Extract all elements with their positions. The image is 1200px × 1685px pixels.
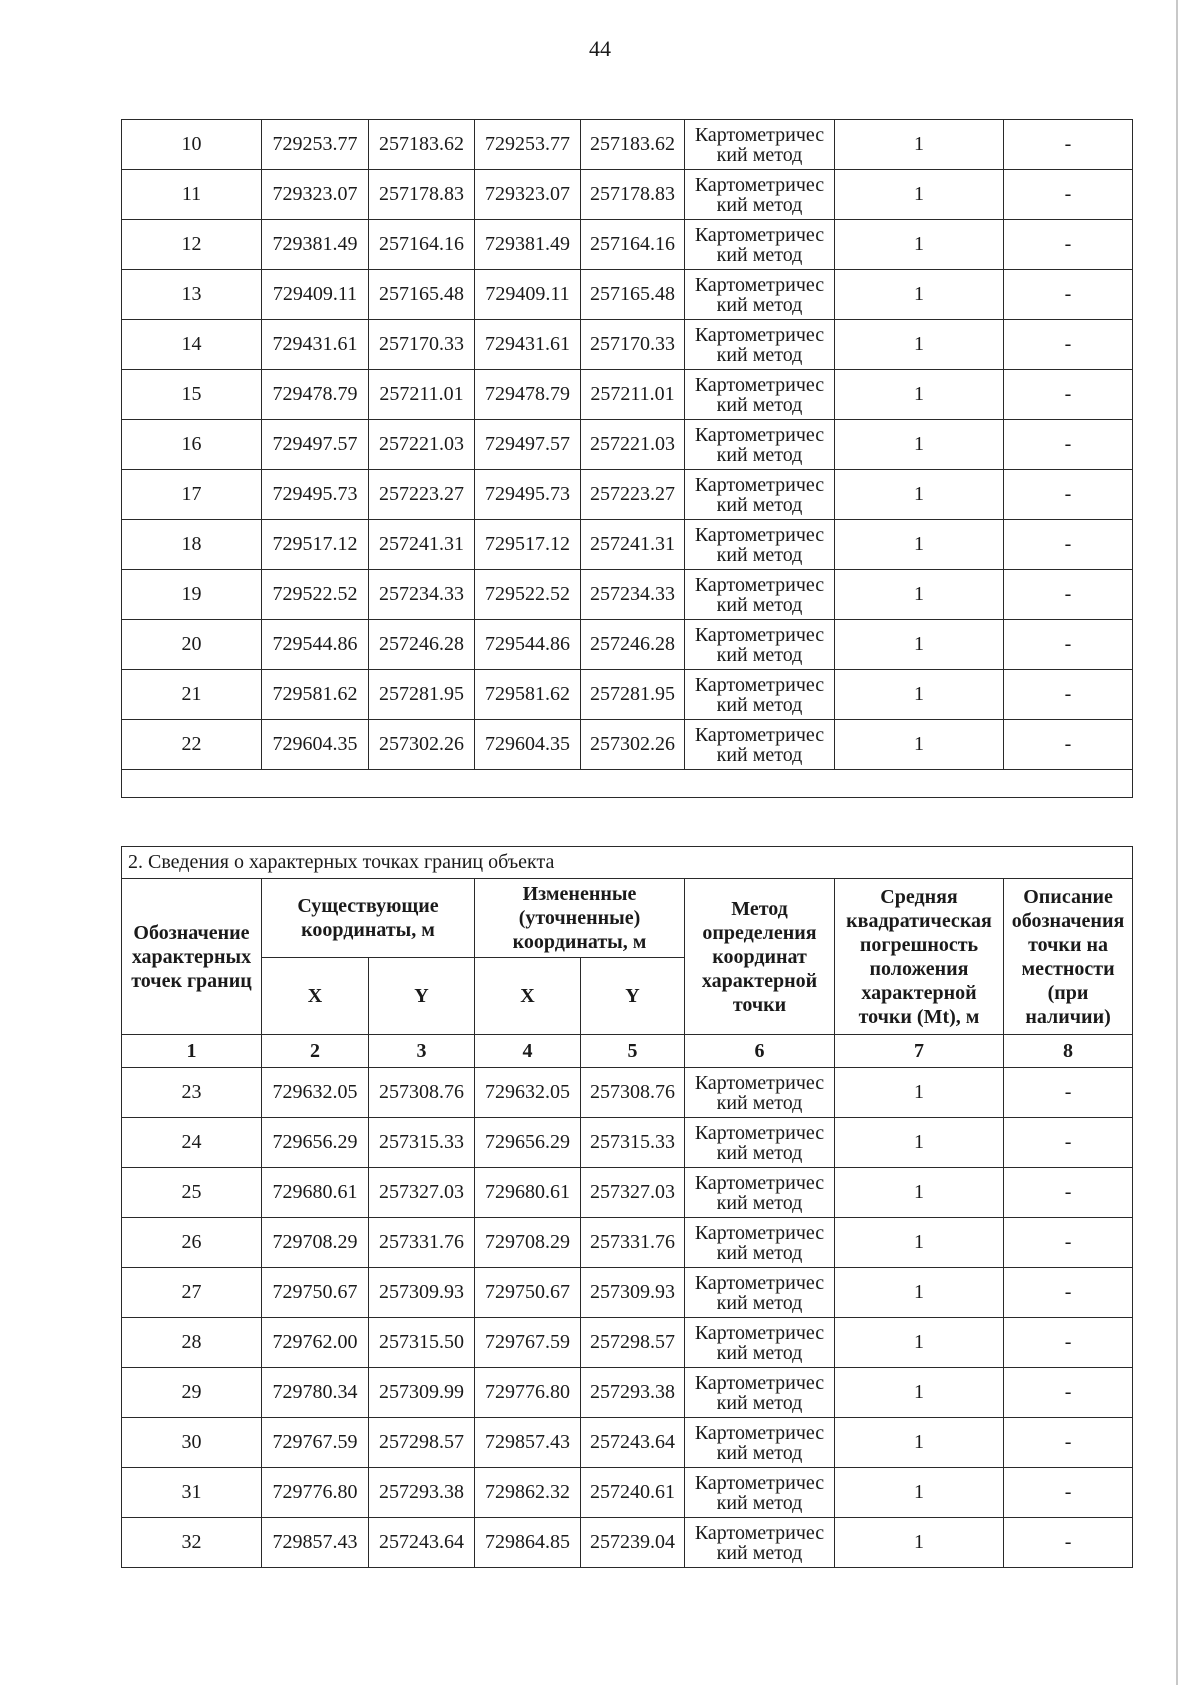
- description-cell: -: [1004, 520, 1133, 570]
- point-number-cell: 12: [122, 220, 262, 270]
- table-row: [122, 420, 1133, 470]
- existing-y-cell: 257165.48: [369, 270, 475, 320]
- error-cell: 1: [835, 1468, 1004, 1518]
- existing-y-cell: 257243.64: [369, 1518, 475, 1568]
- existing-x-cell: 729581.62: [262, 670, 369, 720]
- changed-x-cell: 729862.32: [475, 1468, 581, 1518]
- changed-y-cell: 257309.93: [581, 1268, 685, 1318]
- table-empty-row: [122, 770, 1133, 798]
- description-cell: -: [1004, 270, 1133, 320]
- description-cell: -: [1004, 220, 1133, 270]
- changed-x-cell: 729864.85: [475, 1518, 581, 1568]
- existing-x-cell: 729495.73: [262, 470, 369, 520]
- changed-y-cell: 257302.26: [581, 720, 685, 770]
- point-number-cell: 32: [122, 1518, 262, 1568]
- page-edge-shadow: [1176, 0, 1178, 1685]
- changed-y-cell: 257183.62: [581, 120, 685, 170]
- existing-y-cell: 257309.99: [369, 1368, 475, 1418]
- changed-x-cell: 729708.29: [475, 1218, 581, 1268]
- changed-y-cell: 257327.03: [581, 1168, 685, 1218]
- existing-y-cell: 257309.93: [369, 1268, 475, 1318]
- column-number: 7: [835, 1035, 1004, 1068]
- changed-x-cell: 729323.07: [475, 170, 581, 220]
- existing-x-cell: 729381.49: [262, 220, 369, 270]
- existing-y-cell: 257170.33: [369, 320, 475, 370]
- column-number-row: [122, 1035, 1133, 1068]
- existing-y-cell: 257331.76: [369, 1218, 475, 1268]
- existing-x-cell: 729632.05: [262, 1068, 369, 1118]
- method-text-line-2: кий метод: [716, 1491, 803, 1514]
- existing-x-cell: 729750.67: [262, 1268, 369, 1318]
- existing-x-cell: 729544.86: [262, 620, 369, 670]
- table-row: [122, 1318, 1133, 1368]
- error-cell: 1: [835, 470, 1004, 520]
- method-text-line-2: кий метод: [716, 343, 803, 366]
- method-text-line-1: Картометричес: [694, 573, 825, 596]
- changed-x-cell: 729381.49: [475, 220, 581, 270]
- error-cell: 1: [835, 670, 1004, 720]
- method-text-line-2: кий метод: [716, 443, 803, 466]
- changed-x-cell: 729522.52: [475, 570, 581, 620]
- method-cell: [685, 1118, 835, 1168]
- method-text-line-1: Картометричес: [694, 1321, 825, 1344]
- header-method: Метод определения координат характерной точки: [685, 879, 835, 1035]
- point-number-cell: 27: [122, 1268, 262, 1318]
- table-row: [122, 570, 1133, 620]
- error-cell: 1: [835, 1118, 1004, 1168]
- method-cell: [685, 220, 835, 270]
- existing-x-cell: 729323.07: [262, 170, 369, 220]
- point-number-cell: 20: [122, 620, 262, 670]
- changed-x-cell: 729431.61: [475, 320, 581, 370]
- description-cell: -: [1004, 1118, 1133, 1168]
- existing-x-cell: 729497.57: [262, 420, 369, 470]
- error-cell: 1: [835, 1368, 1004, 1418]
- changed-x-cell: 729776.80: [475, 1368, 581, 1418]
- existing-y-cell: 257221.03: [369, 420, 475, 470]
- existing-x-cell: 729517.12: [262, 520, 369, 570]
- method-cell: [685, 320, 835, 370]
- description-cell: -: [1004, 1418, 1133, 1468]
- error-cell: 1: [835, 220, 1004, 270]
- method-text-line-1: Картометричес: [694, 223, 825, 246]
- method-cell: [685, 1468, 835, 1518]
- description-cell: -: [1004, 370, 1133, 420]
- description-cell: -: [1004, 1518, 1133, 1568]
- changed-y-cell: 257243.64: [581, 1418, 685, 1468]
- method-text-line-1: Картометричес: [694, 323, 825, 346]
- point-number-cell: 11: [122, 170, 262, 220]
- method-text-line-1: Картометричес: [694, 1371, 825, 1394]
- error-cell: 1: [835, 270, 1004, 320]
- changed-x-cell: 729517.12: [475, 520, 581, 570]
- method-cell: [685, 1368, 835, 1418]
- existing-x-cell: 729522.52: [262, 570, 369, 620]
- method-text-line-1: Картометричес: [694, 1121, 825, 1144]
- method-text-line-1: Картометричес: [694, 723, 825, 746]
- changed-x-cell: 729497.57: [475, 420, 581, 470]
- column-number: 8: [1004, 1035, 1133, 1068]
- point-number-cell: 24: [122, 1118, 262, 1168]
- changed-x-cell: 729581.62: [475, 670, 581, 720]
- method-text-line-1: Картометричес: [694, 423, 825, 446]
- changed-y-cell: 257221.03: [581, 420, 685, 470]
- existing-x-cell: 729409.11: [262, 270, 369, 320]
- point-number-cell: 16: [122, 420, 262, 470]
- existing-y-cell: 257164.16: [369, 220, 475, 270]
- changed-y-cell: 257281.95: [581, 670, 685, 720]
- table-row: [122, 220, 1133, 270]
- existing-x-cell: 729478.79: [262, 370, 369, 420]
- header-error: Средняя квадратическая погрешность положения характерной точки (Mt), м: [835, 879, 1004, 1035]
- table-row: [122, 720, 1133, 770]
- changed-y-cell: 257331.76: [581, 1218, 685, 1268]
- method-text-line-2: кий метод: [716, 693, 803, 716]
- changed-x-cell: 729656.29: [475, 1118, 581, 1168]
- table-row: [122, 620, 1133, 670]
- header-changed-y: Y: [581, 958, 685, 1035]
- page-number: 44: [589, 36, 611, 61]
- changed-y-cell: 257165.48: [581, 270, 685, 320]
- point-number-cell: 19: [122, 570, 262, 620]
- changed-x-cell: 729544.86: [475, 620, 581, 670]
- method-cell: [685, 270, 835, 320]
- method-cell: [685, 1268, 835, 1318]
- existing-y-cell: 257234.33: [369, 570, 475, 620]
- header-changed-x: X: [475, 958, 581, 1035]
- error-cell: 1: [835, 120, 1004, 170]
- changed-y-cell: 257178.83: [581, 170, 685, 220]
- existing-y-cell: 257183.62: [369, 120, 475, 170]
- header-point-designation: Обозначение характерных точек границ: [122, 879, 262, 1035]
- method-text-line-1: Картометричес: [694, 1421, 825, 1444]
- method-cell: [685, 620, 835, 670]
- characteristic-points-table: [121, 846, 1133, 1568]
- method-text-line-1: Картометричес: [694, 1471, 825, 1494]
- changed-y-cell: 257234.33: [581, 570, 685, 620]
- table-row: [122, 520, 1133, 570]
- coordinates-table-continuation: [121, 119, 1133, 798]
- table-row: [122, 370, 1133, 420]
- method-cell: [685, 1318, 835, 1368]
- existing-y-cell: 257178.83: [369, 170, 475, 220]
- description-cell: -: [1004, 620, 1133, 670]
- error-cell: 1: [835, 720, 1004, 770]
- existing-y-cell: 257281.95: [369, 670, 475, 720]
- header-existing-y: Y: [369, 958, 475, 1035]
- method-cell: [685, 570, 835, 620]
- table-row: [122, 1118, 1133, 1168]
- point-number-cell: 25: [122, 1168, 262, 1218]
- method-cell: [685, 670, 835, 720]
- method-text-line-1: Картометричес: [694, 373, 825, 396]
- existing-y-cell: 257241.31: [369, 520, 475, 570]
- changed-y-cell: 257293.38: [581, 1368, 685, 1418]
- point-number-cell: 14: [122, 320, 262, 370]
- changed-y-cell: 257315.33: [581, 1118, 685, 1168]
- changed-y-cell: 257308.76: [581, 1068, 685, 1118]
- column-number: 5: [581, 1035, 685, 1068]
- changed-x-cell: 729750.67: [475, 1268, 581, 1318]
- method-text-line-1: Картометричес: [694, 1521, 825, 1544]
- description-cell: -: [1004, 670, 1133, 720]
- table-row: [122, 1518, 1133, 1568]
- table-row: [122, 120, 1133, 170]
- point-number-cell: 30: [122, 1418, 262, 1468]
- table-row: [122, 320, 1133, 370]
- error-cell: 1: [835, 1268, 1004, 1318]
- changed-x-cell: 729604.35: [475, 720, 581, 770]
- error-cell: 1: [835, 170, 1004, 220]
- existing-x-cell: 729776.80: [262, 1468, 369, 1518]
- point-number-cell: 21: [122, 670, 262, 720]
- table-body: [122, 1068, 1133, 1568]
- existing-y-cell: 257211.01: [369, 370, 475, 420]
- description-cell: -: [1004, 470, 1133, 520]
- existing-x-cell: 729857.43: [262, 1518, 369, 1568]
- table-row: [122, 1468, 1133, 1518]
- method-cell: [685, 420, 835, 470]
- description-cell: -: [1004, 1468, 1133, 1518]
- method-text-line-2: кий метод: [716, 643, 803, 666]
- method-text-line-2: кий метод: [716, 743, 803, 766]
- header-existing-coords: Существующие координаты, м: [262, 879, 475, 958]
- changed-x-cell: 729409.11: [475, 270, 581, 320]
- table-row: [122, 1218, 1133, 1268]
- existing-x-cell: 729762.00: [262, 1318, 369, 1368]
- table-row: [122, 1418, 1133, 1468]
- description-cell: -: [1004, 170, 1133, 220]
- method-text-line-2: кий метод: [716, 1241, 803, 1264]
- error-cell: 1: [835, 420, 1004, 470]
- description-cell: -: [1004, 320, 1133, 370]
- description-cell: -: [1004, 1318, 1133, 1368]
- column-number: 2: [262, 1035, 369, 1068]
- method-cell: [685, 1418, 835, 1468]
- error-cell: 1: [835, 1068, 1004, 1118]
- changed-x-cell: 729767.59: [475, 1318, 581, 1368]
- existing-y-cell: 257308.76: [369, 1068, 475, 1118]
- method-text-line-1: Картометричес: [694, 1271, 825, 1294]
- error-cell: 1: [835, 370, 1004, 420]
- table-row: [122, 1368, 1133, 1418]
- method-text-line-1: Картометричес: [694, 523, 825, 546]
- changed-y-cell: 257164.16: [581, 220, 685, 270]
- error-cell: 1: [835, 620, 1004, 670]
- point-number-cell: 22: [122, 720, 262, 770]
- table-row: [122, 170, 1133, 220]
- method-cell: [685, 720, 835, 770]
- error-cell: 1: [835, 570, 1004, 620]
- table-row: [122, 670, 1133, 720]
- changed-y-cell: 257223.27: [581, 470, 685, 520]
- changed-x-cell: 729495.73: [475, 470, 581, 520]
- method-text-line-2: кий метод: [716, 1191, 803, 1214]
- method-text-line-2: кий метод: [716, 1091, 803, 1114]
- existing-y-cell: 257246.28: [369, 620, 475, 670]
- changed-y-cell: 257246.28: [581, 620, 685, 670]
- point-number-cell: 15: [122, 370, 262, 420]
- changed-x-cell: 729857.43: [475, 1418, 581, 1468]
- existing-y-cell: 257327.03: [369, 1168, 475, 1218]
- description-cell: -: [1004, 1368, 1133, 1418]
- existing-x-cell: 729253.77: [262, 120, 369, 170]
- changed-x-cell: 729680.61: [475, 1168, 581, 1218]
- error-cell: 1: [835, 1518, 1004, 1568]
- changed-y-cell: 257239.04: [581, 1518, 685, 1568]
- method-cell: [685, 520, 835, 570]
- changed-y-cell: 257241.31: [581, 520, 685, 570]
- method-text-line-1: Картометричес: [694, 1071, 825, 1094]
- section-title: 2. Сведения о характерных точках границ объекта: [122, 847, 1133, 879]
- method-text-line-2: кий метод: [716, 1341, 803, 1364]
- method-text-line-1: Картометричес: [694, 1171, 825, 1194]
- column-number: 4: [475, 1035, 581, 1068]
- table-row: [122, 1168, 1133, 1218]
- changed-x-cell: 729478.79: [475, 370, 581, 420]
- description-cell: -: [1004, 1218, 1133, 1268]
- method-cell: [685, 120, 835, 170]
- method-text-line-2: кий метод: [716, 493, 803, 516]
- method-text-line-2: кий метод: [716, 1141, 803, 1164]
- method-cell: [685, 1518, 835, 1568]
- method-text-line-1: Картометричес: [694, 473, 825, 496]
- existing-x-cell: 729767.59: [262, 1418, 369, 1468]
- description-cell: -: [1004, 1168, 1133, 1218]
- method-cell: [685, 1068, 835, 1118]
- existing-x-cell: 729431.61: [262, 320, 369, 370]
- description-cell: -: [1004, 570, 1133, 620]
- point-number-cell: 13: [122, 270, 262, 320]
- method-cell: [685, 170, 835, 220]
- table-row: [122, 470, 1133, 520]
- changed-y-cell: 257298.57: [581, 1318, 685, 1368]
- method-text-line-1: Картометричес: [694, 273, 825, 296]
- table-row: [122, 1268, 1133, 1318]
- point-number-cell: 23: [122, 1068, 262, 1118]
- error-cell: 1: [835, 1168, 1004, 1218]
- method-text-line-2: кий метод: [716, 243, 803, 266]
- existing-x-cell: 729604.35: [262, 720, 369, 770]
- method-text-line-2: кий метод: [716, 293, 803, 316]
- method-text-line-2: кий метод: [716, 543, 803, 566]
- header-changed-coords: Измененные (уточненные) координаты, м: [475, 879, 685, 958]
- table-row: [122, 1068, 1133, 1118]
- point-number-cell: 29: [122, 1368, 262, 1418]
- changed-x-cell: 729632.05: [475, 1068, 581, 1118]
- error-cell: 1: [835, 1318, 1004, 1368]
- existing-y-cell: 257315.50: [369, 1318, 475, 1368]
- method-text-line-1: Картометричес: [694, 173, 825, 196]
- point-number-cell: 17: [122, 470, 262, 520]
- description-cell: -: [1004, 1068, 1133, 1118]
- error-cell: 1: [835, 1418, 1004, 1468]
- point-number-cell: 28: [122, 1318, 262, 1368]
- changed-y-cell: 257211.01: [581, 370, 685, 420]
- method-cell: [685, 370, 835, 420]
- method-text-line-2: кий метод: [716, 143, 803, 166]
- existing-x-cell: 729680.61: [262, 1168, 369, 1218]
- method-cell: [685, 1218, 835, 1268]
- error-cell: 1: [835, 520, 1004, 570]
- method-text-line-2: кий метод: [716, 1541, 803, 1564]
- method-text-line-1: Картометричес: [694, 123, 825, 146]
- method-cell: [685, 1168, 835, 1218]
- existing-y-cell: 257298.57: [369, 1418, 475, 1468]
- point-number-cell: 26: [122, 1218, 262, 1268]
- method-text-line-2: кий метод: [716, 593, 803, 616]
- header-description: Описание обозначения точки на местности (при наличии): [1004, 879, 1133, 1035]
- changed-x-cell: 729253.77: [475, 120, 581, 170]
- column-number: 3: [369, 1035, 475, 1068]
- error-cell: 1: [835, 1218, 1004, 1268]
- existing-x-cell: 729656.29: [262, 1118, 369, 1168]
- column-number: 6: [685, 1035, 835, 1068]
- table-row: [122, 270, 1133, 320]
- header-existing-x: X: [262, 958, 369, 1035]
- method-text-line-2: кий метод: [716, 1291, 803, 1314]
- point-number-cell: 10: [122, 120, 262, 170]
- method-text-line-1: Картометричес: [694, 1221, 825, 1244]
- method-text-line-1: Картометричес: [694, 673, 825, 696]
- column-number: 1: [122, 1035, 262, 1068]
- existing-y-cell: 257293.38: [369, 1468, 475, 1518]
- error-cell: 1: [835, 320, 1004, 370]
- existing-y-cell: 257302.26: [369, 720, 475, 770]
- method-text-line-2: кий метод: [716, 193, 803, 216]
- existing-x-cell: 729708.29: [262, 1218, 369, 1268]
- description-cell: -: [1004, 1268, 1133, 1318]
- description-cell: -: [1004, 120, 1133, 170]
- description-cell: -: [1004, 720, 1133, 770]
- existing-y-cell: 257223.27: [369, 470, 475, 520]
- method-text-line-2: кий метод: [716, 1441, 803, 1464]
- table-body: [122, 120, 1133, 770]
- existing-x-cell: 729780.34: [262, 1368, 369, 1418]
- method-text-line-2: кий метод: [716, 393, 803, 416]
- changed-y-cell: 257240.61: [581, 1468, 685, 1518]
- method-cell: [685, 470, 835, 520]
- point-number-cell: 18: [122, 520, 262, 570]
- description-cell: -: [1004, 420, 1133, 470]
- method-text-line-2: кий метод: [716, 1391, 803, 1414]
- point-number-cell: 31: [122, 1468, 262, 1518]
- changed-y-cell: 257170.33: [581, 320, 685, 370]
- existing-y-cell: 257315.33: [369, 1118, 475, 1168]
- method-text-line-1: Картометричес: [694, 623, 825, 646]
